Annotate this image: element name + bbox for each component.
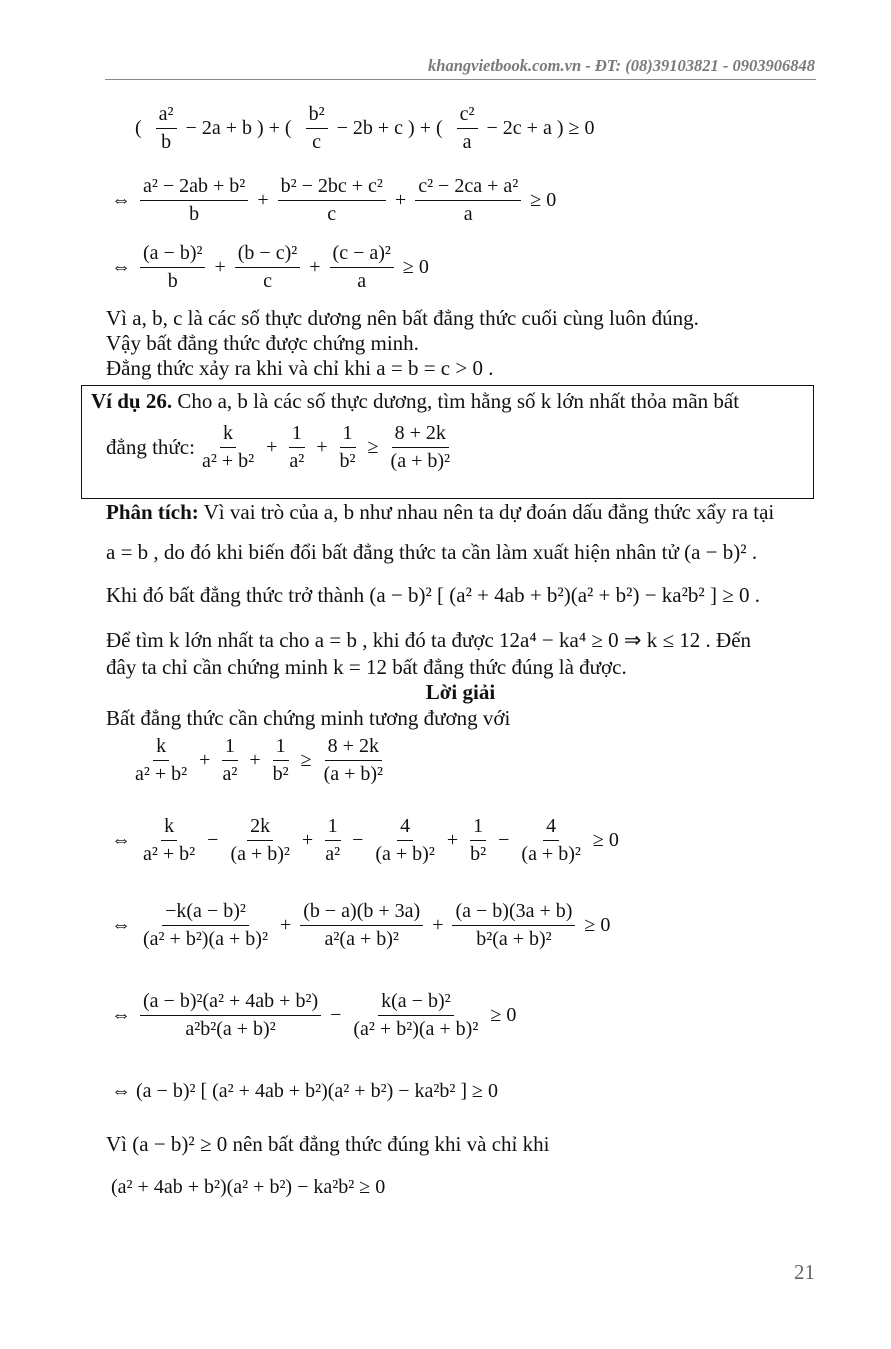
fraction (132, 735, 190, 786)
math-text: − 2b + c ) + ( (331, 117, 453, 139)
fraction (199, 422, 257, 473)
solution-text: Bất đẳng thức cần chứng minh tương đương với (106, 706, 511, 730)
numerator: c² − 2ca + a² (415, 175, 521, 201)
fraction (227, 815, 292, 866)
numerator: 4 (543, 815, 559, 841)
denominator: a² + b² (135, 763, 188, 785)
text-line: Vậy bất đẳng thức được chứng minh. (106, 331, 419, 355)
denominator: (a + b)² (323, 763, 384, 785)
fraction (278, 175, 386, 226)
math-text: ≥ (362, 436, 384, 458)
math-text: ⇔ (106, 914, 136, 936)
formula-9 (106, 1176, 815, 1199)
math-text: ⇔ (106, 1004, 136, 1026)
math-text: + (194, 749, 216, 771)
numerator: (a − b)² (140, 242, 205, 268)
formula-3 (106, 242, 815, 293)
fraction (140, 900, 271, 951)
fraction (452, 900, 575, 951)
denominator: a (357, 270, 367, 292)
numerator: (b − c)² (235, 242, 300, 268)
denominator: b (161, 131, 172, 153)
denominator: a² (289, 450, 305, 472)
numerator: a² − 2ab + b² (140, 175, 248, 201)
numerator: 1 (289, 422, 305, 448)
math-text: + (274, 914, 297, 936)
fraction (321, 735, 386, 786)
math-text: (a² + 4ab + b²)(a² + b²) − ka²b² ≥ 0 (106, 1176, 391, 1198)
fraction (350, 990, 481, 1041)
numerator: b² − 2bc + c² (278, 175, 386, 201)
numerator: b² (306, 103, 328, 129)
text-line: Đẳng thức xảy ra khi và chỉ khi a = b = c > 0 . (106, 356, 494, 380)
numerator: 1 (340, 422, 356, 448)
denominator: a (463, 203, 473, 225)
numerator: 1 (273, 735, 289, 761)
math-text: − (202, 829, 224, 851)
denominator: a² (325, 843, 341, 865)
solution-text: Vì (a − b)² ≥ 0 nên bất đẳng thức đúng khi và chỉ khi (106, 1132, 550, 1156)
denominator: b² (272, 763, 289, 785)
fraction (467, 815, 489, 866)
numerator: k(a − b)² (378, 990, 453, 1016)
math-text: ≥ 0 (579, 914, 616, 936)
example-text-2: đẳng thức: (106, 435, 195, 459)
math-text: + (252, 189, 274, 211)
numerator: 2k (247, 815, 273, 841)
math-text: − (325, 1004, 347, 1026)
math-text: ⇔ (106, 189, 136, 211)
numerator: a² (156, 103, 177, 129)
numerator: k (161, 815, 177, 841)
page-number: 21 (794, 1260, 815, 1284)
numerator: (a − b)(3a + b) (452, 900, 575, 926)
denominator: b (189, 203, 200, 225)
math-text: − (347, 829, 369, 851)
fraction (140, 815, 198, 866)
math-text: ≥ 0 (397, 256, 434, 278)
numerator: 8 + 2k (325, 735, 382, 761)
denominator: a²(a + b)² (324, 928, 399, 950)
fraction (219, 735, 240, 786)
numerator: 1 (470, 815, 486, 841)
denominator: (a² + b²)(a + b)² (353, 1018, 479, 1040)
fraction (372, 815, 437, 866)
numerator: 8 + 2k (392, 422, 449, 448)
denominator: (a + b)² (390, 450, 451, 472)
formula-6 (106, 900, 815, 951)
math-text: + (209, 256, 231, 278)
denominator: a² (222, 763, 238, 785)
fraction (388, 422, 453, 473)
denominator: b (167, 270, 178, 292)
denominator: b² (470, 843, 487, 865)
analysis-label: Phân tích: (106, 500, 199, 524)
fraction (330, 242, 394, 293)
formula-8 (106, 1080, 815, 1103)
fraction (322, 815, 343, 866)
example-text: Cho a, b là các số thực dương, tìm hằng số k lớn nhất thỏa mãn bất (172, 389, 740, 413)
math-text: ⇔ (106, 256, 136, 278)
formula-4 (128, 735, 815, 786)
analysis-text: a = b , do đó khi biến đổi bất đẳng thức ta cần làm xuất hiện nhân tử (a − b)² . (106, 540, 758, 564)
numerator: c² (457, 103, 478, 129)
numerator: 1 (222, 735, 238, 761)
math-text: ≥ (295, 749, 317, 771)
denominator: a²b²(a + b)² (185, 1018, 276, 1040)
numerator: (a − b)²(a² + 4ab + b²) (140, 990, 321, 1016)
math-text: + (441, 829, 464, 851)
numerator: (c − a)² (330, 242, 394, 268)
math-text: + (304, 256, 326, 278)
fraction (140, 242, 205, 293)
denominator: (a + b)² (230, 843, 290, 865)
numerator: k (153, 735, 169, 761)
math-text: + (296, 829, 319, 851)
math-text: + (261, 436, 283, 458)
denominator: c (312, 131, 322, 153)
denominator: (a + b)² (375, 843, 435, 865)
analysis-text: Vì vai trò của a, b như nhau nên ta dự đoán dấu đẳng thức xẩy ra tại (198, 500, 775, 524)
formula-2 (106, 175, 815, 226)
fraction (306, 103, 328, 154)
numerator: k (220, 422, 236, 448)
numerator: 4 (397, 815, 413, 841)
denominator: (a + b)² (521, 843, 581, 865)
fraction (235, 242, 300, 293)
numerator: (b − a)(b + 3a) (300, 900, 423, 926)
numerator: 1 (325, 815, 341, 841)
example-box (81, 385, 814, 499)
denominator: c (327, 203, 337, 225)
math-text: + (311, 436, 333, 458)
example-formula (195, 422, 457, 473)
math-text: − (493, 829, 515, 851)
math-text: − 2a + b ) + ( (180, 117, 302, 139)
math-text: + (427, 914, 449, 936)
fraction (518, 815, 583, 866)
denominator: a² + b² (143, 843, 196, 865)
denominator: a (462, 131, 472, 153)
denominator: a² + b² (201, 450, 255, 472)
math-text: + (244, 749, 266, 771)
fraction (140, 175, 248, 226)
denominator: b²(a + b)² (476, 928, 552, 950)
fraction (457, 103, 478, 154)
denominator: (a² + b²)(a + b)² (143, 928, 268, 950)
fraction (337, 422, 359, 473)
math-text: ( (130, 117, 152, 139)
numerator: −k(a − b)² (162, 900, 249, 926)
analysis-text: đây ta chỉ cần chứng minh k = 12 bất đẳng thức đúng là được. (106, 655, 627, 679)
header-divider (105, 79, 816, 80)
fraction (270, 735, 292, 786)
formula-7 (106, 990, 815, 1041)
solution-title: Lời giải (425, 680, 496, 704)
math-text: ≥ 0 (525, 189, 562, 211)
math-text: + (389, 189, 412, 211)
fraction (286, 422, 307, 473)
math-text: ≥ 0 (587, 829, 624, 851)
math-text: ≥ 0 (485, 1004, 522, 1026)
math-text: ⇔ (106, 829, 136, 851)
fraction (415, 175, 521, 226)
fraction (300, 900, 423, 951)
formula-5 (106, 815, 815, 866)
example-title: Ví dụ 26. (91, 389, 173, 413)
page-header: khangvietbook.com.vn - ĐT: (08)39103821 - 0903906848 (428, 56, 815, 75)
math-text: ⇔ (a − b)² [ (a² + 4ab + b²)(a² + b²) − ka²b² ] ≥ 0 (106, 1080, 504, 1102)
analysis-text: Khi đó bất đẳng thức trở thành (a − b)² [ (a² + 4ab + b²)(a² + b²) − ka²b² ] ≥ 0 . (106, 583, 760, 607)
denominator: b² (339, 450, 356, 472)
denominator: c (263, 270, 272, 292)
text-line: Vì a, b, c là các số thực dương nên bất đẳng thức cuối cùng luôn đúng. (106, 306, 699, 330)
fraction (156, 103, 177, 154)
analysis-text: Để tìm k lớn nhất ta cho a = b , khi đó ta được 12a⁴ − ka⁴ ≥ 0 ⇒ k ≤ 12 . Đến (106, 628, 752, 652)
math-text: − 2c + a ) ≥ 0 (481, 117, 600, 139)
formula-1 (130, 103, 815, 154)
fraction (140, 990, 321, 1041)
